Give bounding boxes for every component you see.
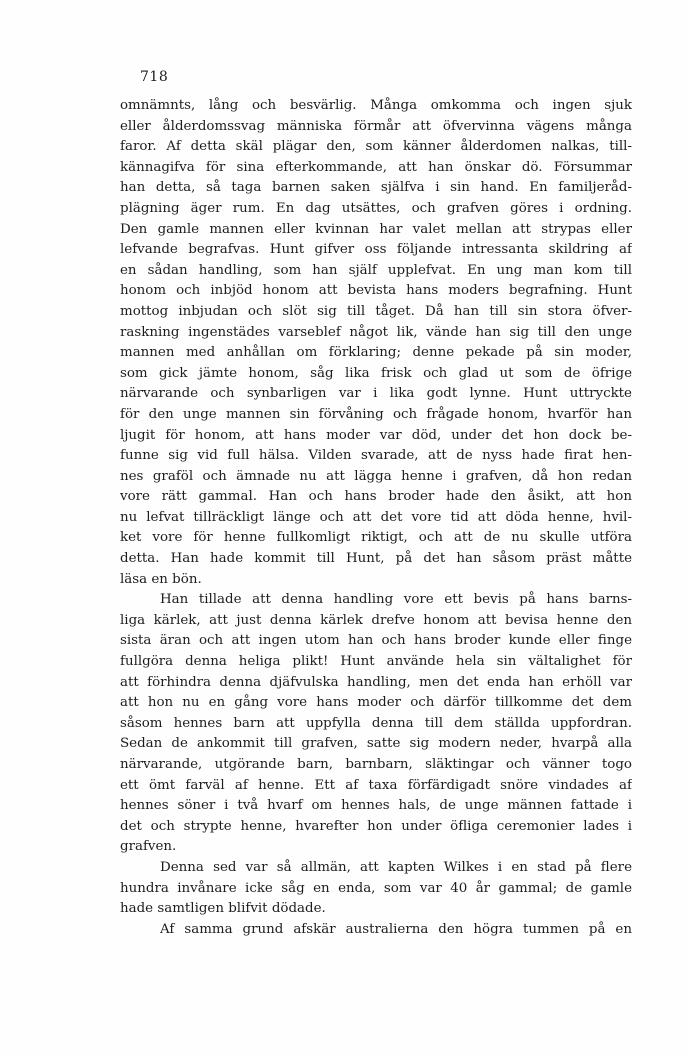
text-line: han detta, så taga barnen saken själfva i sin hand. En familjeråd- (120, 180, 632, 196)
text-line: grafven. (120, 839, 177, 855)
text-line: det och strypte henne, hvarefter hon under öfliga ceremonier lades i (120, 818, 632, 834)
text-line: en sådan handling, som han själf upplefvat. En ung man kom till (120, 262, 632, 278)
text-line: mannen med anhållan om förklaring; denne pekade på sin moder, (120, 345, 632, 361)
text-line: ljugit för honom, att hans moder var död, under det hon dock be- (120, 427, 632, 443)
text-line: eller ålderdomssvag människa förmår att öfvervinna vägens många (120, 118, 632, 134)
text-line: detta. Han hade kommit till Hunt, på det han såsom präst måtte (120, 551, 632, 567)
text-line: sista äran och att ingen utom han och hans broder kunde eller finge (120, 633, 632, 649)
text-line: att hon nu en gång vore hans moder och därför tillkomme det dem (120, 695, 632, 711)
text-line: hade samtligen blifvit dödade. (120, 901, 326, 917)
text-line: raskning ingenstädes varseblef något lik, vände han sig till den unge (120, 324, 632, 340)
text-line: fullgöra denna heliga plikt! Hunt använde hela sin vältalighet för (120, 654, 632, 670)
text-line: som gick jämte honom, såg lika frisk och glad ut som de öfrige (120, 365, 632, 381)
text-line: Denna sed var så allmän, att kapten Wilkes i en stad på flere (160, 859, 632, 875)
text-line: lefvande begrafvas. Hunt gifver oss följande intressanta skildring af (120, 242, 632, 258)
text-line: hundra invånare icke såg en enda, som var 40 år gammal; de gamle (120, 880, 632, 896)
text-line: kännagifva för sina efterkommande, att han önskar dö. Försummar (120, 159, 632, 175)
text-line: nes graföl och ämnade nu att lägga henne i grafven, då hon redan (120, 468, 632, 484)
text-line: Han tillade att denna handling vore ett bevis på hans barns- (160, 592, 632, 608)
text-line: att förhindra denna djäfvulska handling, men det enda han erhöll var (120, 674, 632, 690)
page-text (120, 96, 632, 940)
text-line: Sedan de ankommit till grafven, satte sig modern neder, hvarpå alla (120, 736, 632, 752)
text-line: närvarande, utgörande barn, barnbarn, släktingar och vänner togo (120, 757, 632, 772)
text-line: Den gamle mannen eller kvinnan har valet mellan att strypas eller (120, 221, 632, 237)
text-line: ket vore för henne fullkomligt riktigt, och att de nu skulle utföra (120, 530, 632, 546)
text-line: hennes söner i två hvarf om hennes hals, de unge männen fattade i (120, 798, 632, 814)
text-line: mottog inbjudan och slöt sig till tåget. Då han till sin stora öfver- (120, 303, 632, 319)
text-line: omnämnts, lång och besvärlig. Många omkomma och ingen sjuk (120, 98, 632, 113)
text-line: honom och inbjöd honom att bevista hans moders begrafning. Hunt (120, 283, 632, 299)
text-line: närvarande och synbarligen var i lika godt lynne. Hunt uttryckte (120, 386, 632, 402)
text-line: Af samma grund afskär australierna den högra tummen på en (160, 921, 632, 937)
text-line: för den unge mannen sin förvåning och frågade honom, hvarför han (120, 406, 632, 422)
text-line: såsom hennes barn att uppfylla denna till dem ställda uppfordran. (120, 715, 632, 731)
text-line: ett ömt farväl af henne. Ett af taxa förfärdigadt snöre vindades af (120, 777, 632, 793)
text-line: liga kärlek, att just denna kärlek drefve honom att bevisa henne den (120, 612, 632, 628)
text-line: faror. Af detta skäl plägar den, som känner ålderdomen nalkas, till- (120, 139, 632, 155)
text-line: vore rätt gammal. Han och hans broder hade den åsikt, att hon (120, 489, 632, 505)
page-number: 718 (140, 69, 169, 85)
text-line: funne sig vid full hälsa. Vilden svarade, att de nyss hade firat hen- (120, 448, 632, 464)
text-line: nu lefvat tillräckligt länge och att det vore tid att döda henne, hvil- (120, 509, 632, 525)
text-line: plägning äger rum. En dag utsättes, och grafven göres i ordning. (120, 200, 632, 216)
text-line: läsa en bön. (120, 571, 202, 587)
